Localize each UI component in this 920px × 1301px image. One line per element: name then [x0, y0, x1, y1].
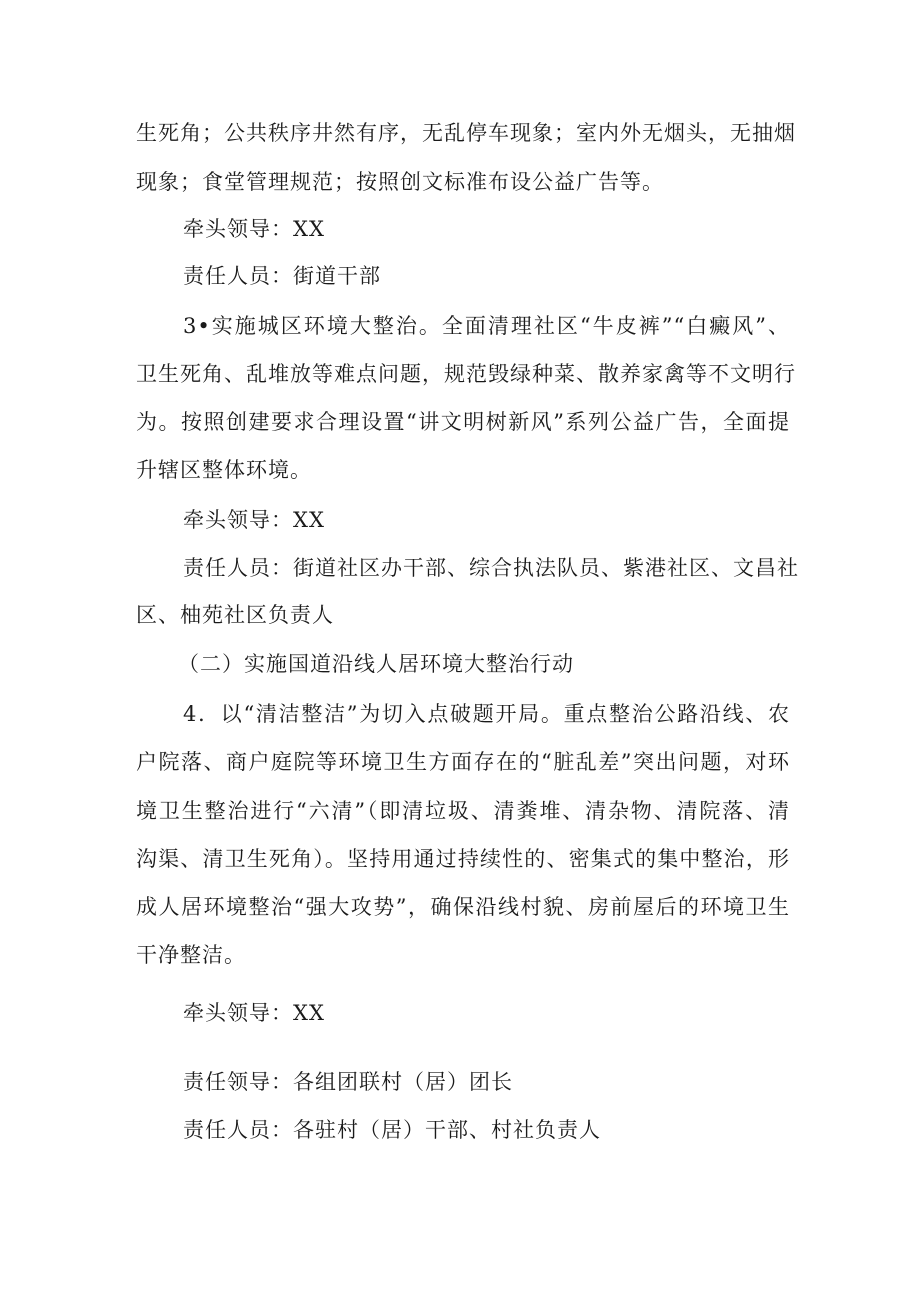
- responsible-person-line: 责任人员：各驻村（居）干部、村社负责人: [183, 1118, 601, 1142]
- item-3-line: 为。按照创建要求合理设置“讲文明树新风”系列公益广告，全面提: [136, 410, 790, 434]
- item-4-line: 4．以“清洁整洁”为切入点破题开局。重点整治公路沿线、农: [183, 702, 790, 726]
- lead-leader-line: 牵头领导：XX: [183, 1001, 325, 1025]
- lead-leader-line: 牵头领导：XX: [183, 217, 325, 241]
- item-3-line: 升辖区整体环境。: [136, 458, 312, 482]
- item-3-line: 卫生死角、乱堆放等难点问题，规范毁绿种菜、散养家禽等不文明行: [136, 362, 796, 386]
- item-4-line: 境卫生整治进行“六清”（即清垃圾、清粪堆、清杂物、清院落、清: [136, 799, 790, 823]
- lead-leader-line: 牵头领导：XX: [183, 508, 325, 532]
- responsible-person-line: 责任人员：街道社区办干部、综合执法队员、紫港社区、文昌社: [183, 556, 799, 580]
- item-4-line: 户院落、商户庭院等环境卫生方面存在的“脏乱差”突出问题，对环: [136, 750, 790, 774]
- paragraph-line: 生死角；公共秩序井然有序，无乱停车现象；室内外无烟头，无抽烟: [136, 121, 796, 145]
- responsible-person-line: 责任人员：街道干部: [183, 264, 381, 288]
- item-3-line: 3•实施城区环境大整治。全面清理社区“牛皮裤”“白癜风”、: [183, 314, 790, 338]
- item-4-line: 干净整洁。: [136, 943, 246, 967]
- responsible-leader-line: 责任领导：各组团联村（居）团长: [183, 1070, 513, 1094]
- item-4-line: 沟渠、清卫生死角）。坚持用通过持续性的、密集式的集中整治，形: [136, 847, 790, 871]
- section-heading: （二）实施国道沿线人居环境大整治行动: [178, 652, 574, 676]
- item-4-line: 成人居环境整治“强大攻势”，确保沿线村貌、房前屋后的环境卫生: [136, 895, 790, 919]
- paragraph-line: 现象；食堂管理规范；按照创文标准布设公益广告等。: [136, 170, 664, 194]
- responsible-person-line: 区、柚苑社区负责人: [136, 603, 334, 627]
